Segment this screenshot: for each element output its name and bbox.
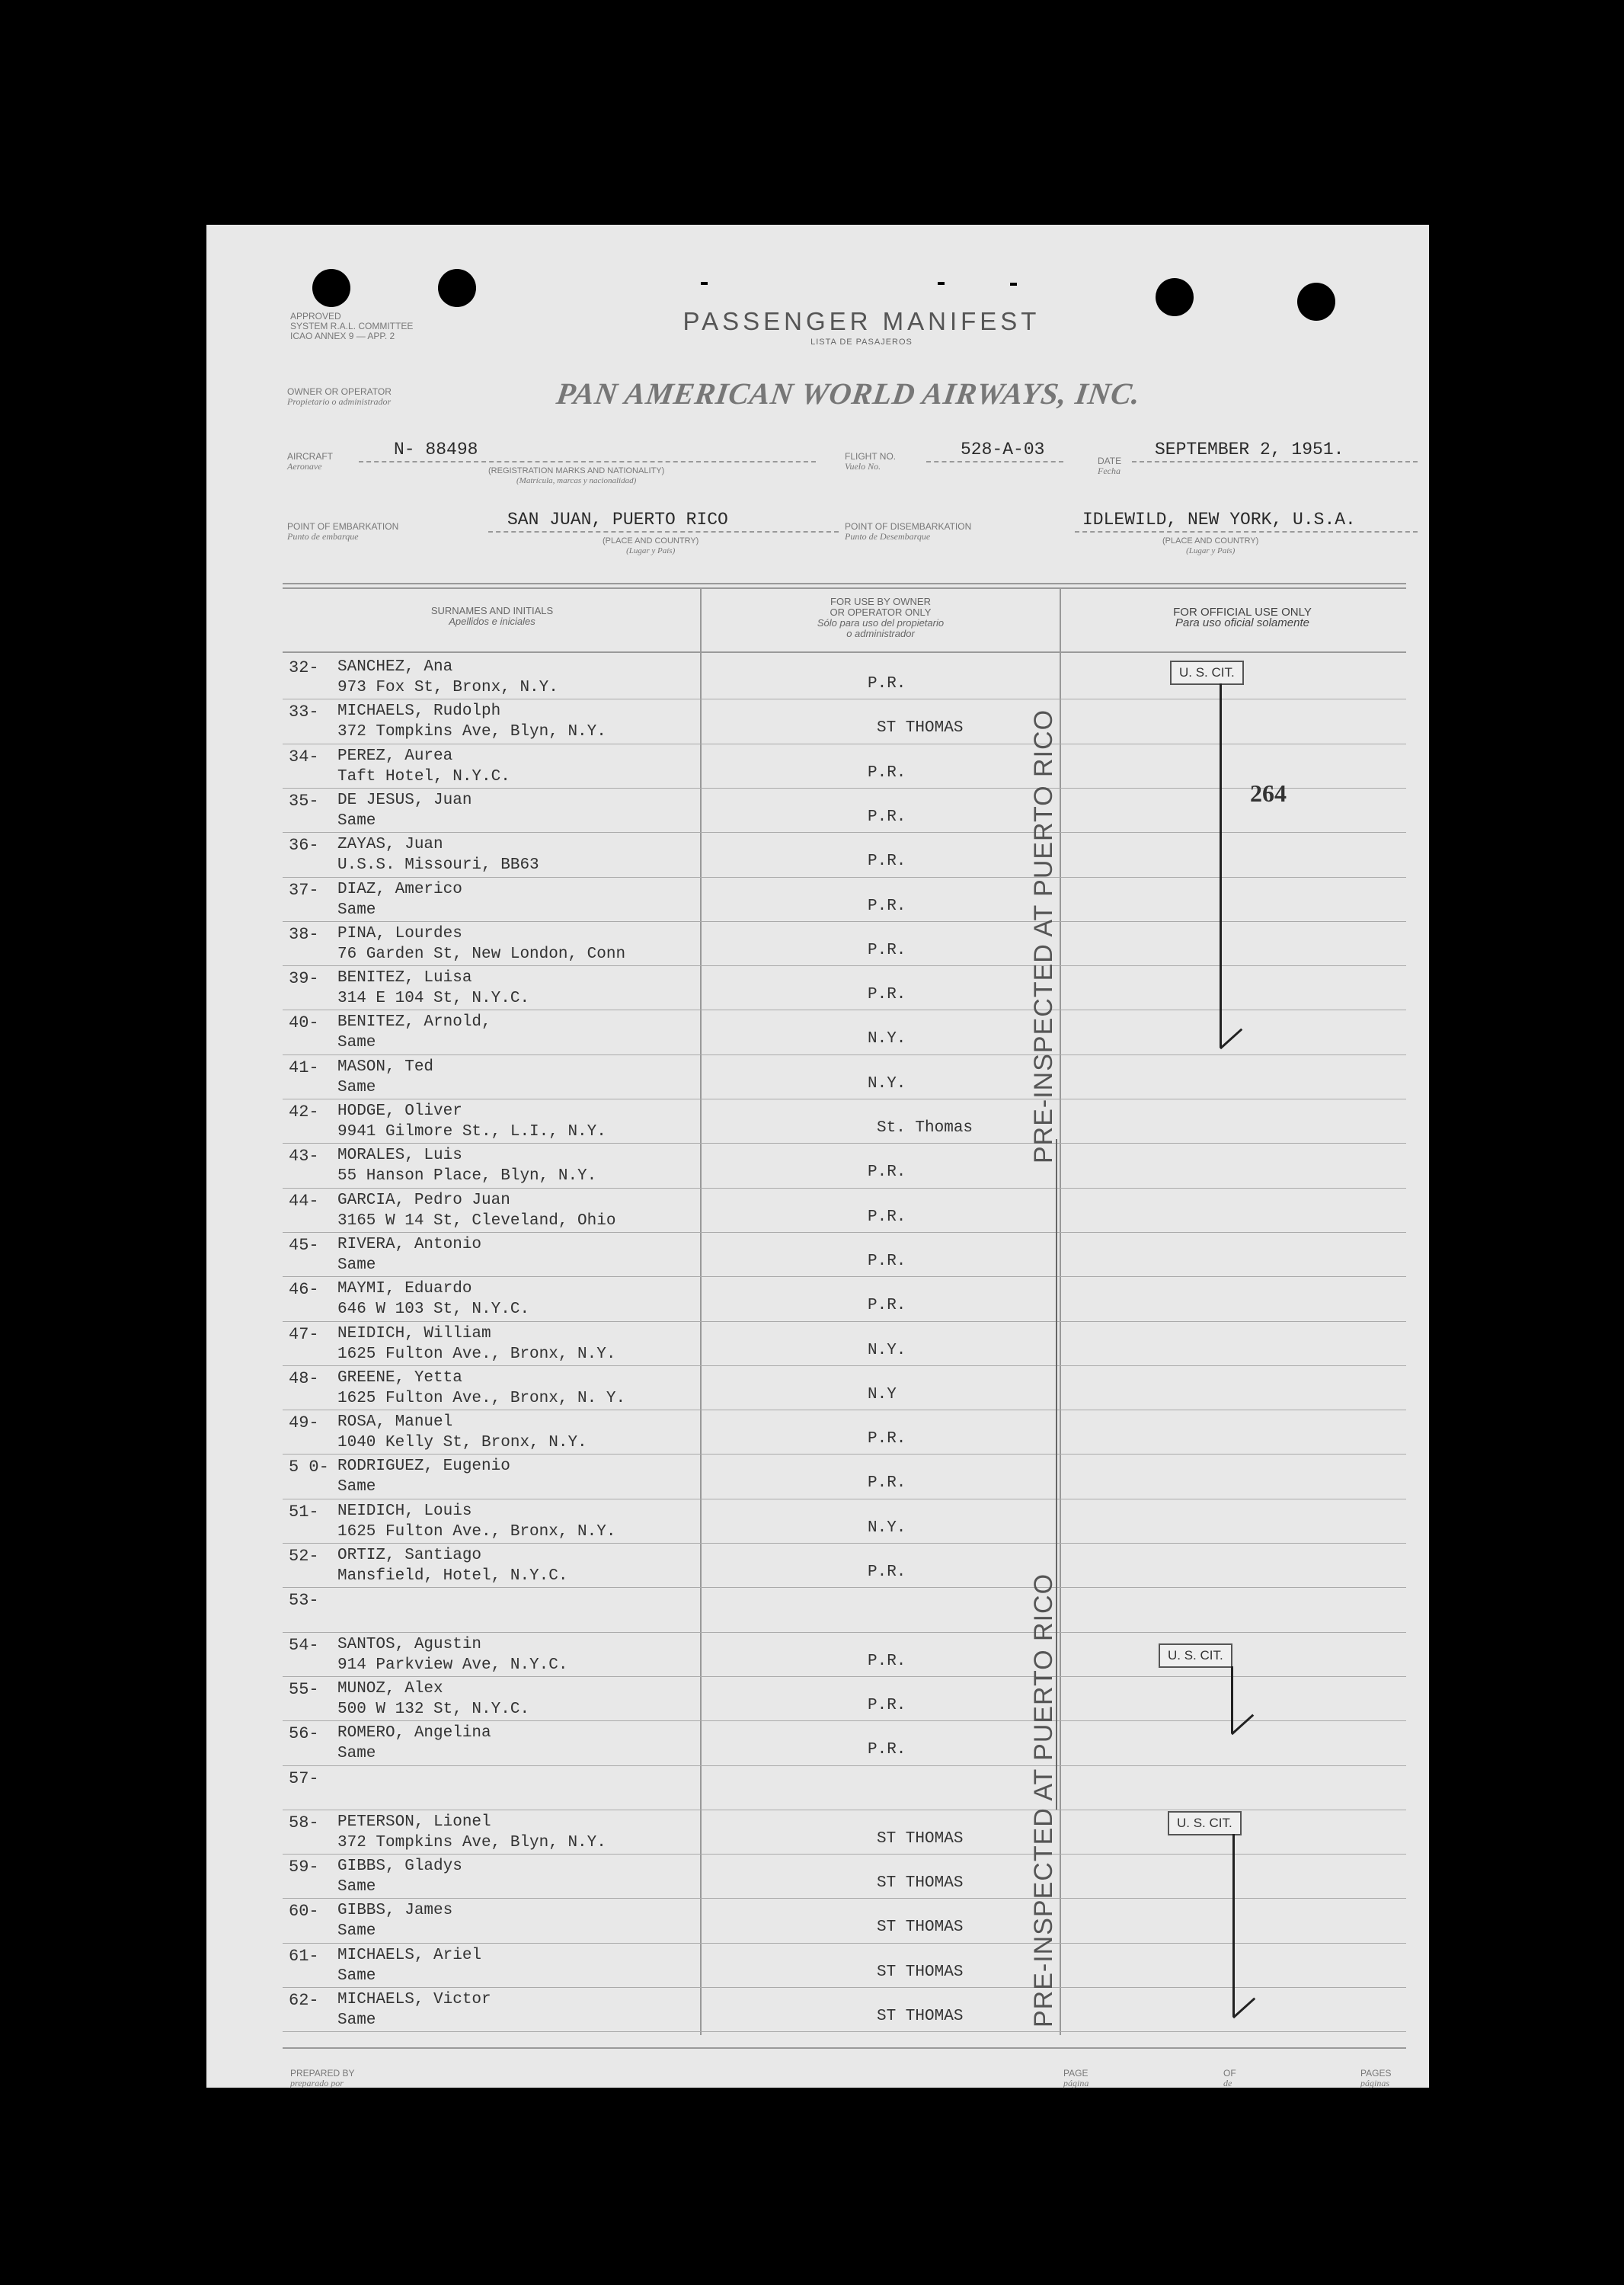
passenger-number: 34- bbox=[289, 747, 319, 766]
passenger-address: Same bbox=[337, 1745, 376, 1763]
passenger-address: U.S.S. Missouri, BB63 bbox=[337, 856, 539, 875]
passenger-name: PINA, Lourdes bbox=[337, 924, 462, 942]
disembark-value: IDLEWILD, NEW YORK, U.S.A. bbox=[1082, 510, 1356, 530]
date-label: DATE Fecha bbox=[1098, 456, 1122, 476]
passenger-name: ZAYAS, Juan bbox=[337, 836, 443, 854]
us-cit-bracket-1 bbox=[1220, 683, 1222, 1048]
row-divider bbox=[283, 832, 1406, 833]
flight-label: FLIGHT NO. Vuelo No. bbox=[845, 451, 897, 472]
operator-note: P.R. bbox=[868, 986, 906, 1004]
passenger-number: 42- bbox=[289, 1102, 319, 1122]
passenger-address: Same bbox=[337, 1967, 376, 1985]
row-divider bbox=[283, 1720, 1406, 1721]
passenger-address: 1625 Fulton Ave., Bronx, N.Y. bbox=[337, 1522, 616, 1541]
table-top-rule bbox=[283, 583, 1406, 584]
passenger-number: 62- bbox=[289, 1991, 319, 2010]
row-divider bbox=[283, 1676, 1406, 1677]
passenger-address: 914 Parkview Ave, N.Y.C. bbox=[337, 1656, 568, 1674]
pages-label: PAGES páginas bbox=[1360, 2068, 1392, 2088]
passenger-name: HODGE, Oliver bbox=[337, 1102, 462, 1120]
disembark-place-note: (PLACE AND COUNTRY) (Lugar y País) bbox=[1162, 536, 1259, 555]
passenger-number: 48- bbox=[289, 1368, 319, 1388]
row-divider bbox=[283, 1543, 1406, 1544]
passenger-name: SANTOS, Agustin bbox=[337, 1635, 482, 1653]
operator-note: P.R. bbox=[868, 941, 906, 959]
operator-note: ST THOMAS bbox=[877, 1963, 964, 1981]
owner-label: OWNER OR OPERATOR Propietario o administrador bbox=[287, 386, 392, 407]
row-divider bbox=[283, 2031, 1406, 2032]
row-divider bbox=[283, 1987, 1406, 1988]
passenger-name: GREENE, Yetta bbox=[337, 1368, 462, 1387]
passenger-number: 35- bbox=[289, 791, 319, 811]
us-cit-stamp: U. S. CIT. bbox=[1159, 1643, 1232, 1668]
aircraft-value: N- 88498 bbox=[394, 440, 478, 459]
passenger-address: Same bbox=[337, 2011, 376, 2029]
passenger-address: 3165 W 14 St, Cleveland, Ohio bbox=[337, 1211, 616, 1230]
passenger-name: BENITEZ, Luisa bbox=[337, 969, 472, 987]
punch-hole bbox=[312, 269, 350, 307]
row-divider bbox=[283, 1454, 1406, 1455]
operator-note: N.Y. bbox=[868, 1030, 906, 1048]
operator-note: P.R. bbox=[868, 1741, 906, 1759]
ink-speck bbox=[1010, 283, 1017, 286]
registration-note: (REGISTRATION MARKS AND NATIONALITY) (Matrícula, marcas y nacionalidad) bbox=[488, 466, 665, 485]
table-top-rule-2 bbox=[283, 587, 1406, 589]
passenger-address: Same bbox=[337, 1922, 376, 1941]
flight-underline bbox=[926, 461, 1063, 462]
passenger-number: 40- bbox=[289, 1013, 319, 1033]
passenger-name: DIAZ, Americo bbox=[337, 880, 462, 898]
operator-note: P.R. bbox=[868, 897, 906, 915]
passenger-number: 56- bbox=[289, 1724, 319, 1744]
row-divider bbox=[283, 1943, 1406, 1944]
passenger-number: 53- bbox=[289, 1591, 319, 1611]
passenger-number: 52- bbox=[289, 1547, 319, 1566]
passenger-address: 55 Hanson Place, Blyn, N.Y. bbox=[337, 1167, 597, 1186]
row-divider bbox=[283, 1587, 1406, 1588]
passenger-address: 76 Garden St, New London, Conn bbox=[337, 945, 626, 963]
passenger-name: GIBBS, Gladys bbox=[337, 1858, 462, 1876]
passenger-name: MICHAELS, Rudolph bbox=[337, 702, 501, 721]
passenger-address: Same bbox=[337, 811, 376, 830]
column-divider-2 bbox=[1060, 587, 1061, 2035]
passenger-number: 55- bbox=[289, 1679, 319, 1699]
passenger-number: 5 0- bbox=[289, 1458, 329, 1477]
passenger-number: 57- bbox=[289, 1768, 319, 1788]
passenger-name: GIBBS, James bbox=[337, 1902, 453, 1920]
passenger-address: 314 E 104 St, N.Y.C. bbox=[337, 990, 530, 1008]
passenger-name: MICHAELS, Ariel bbox=[337, 1946, 482, 1964]
embark-value: SAN JUAN, PUERTO RICO bbox=[507, 510, 728, 530]
passenger-address: Same bbox=[337, 1256, 376, 1274]
us-cit-bracket-2 bbox=[1231, 1666, 1233, 1733]
of-label: OF de bbox=[1223, 2068, 1236, 2088]
operator-note: ST THOMAS bbox=[877, 1919, 964, 1937]
passenger-name: MASON, Ted bbox=[337, 1058, 434, 1076]
operator-note: P.R. bbox=[868, 1297, 906, 1315]
date-underline bbox=[1132, 461, 1418, 462]
row-divider bbox=[283, 1321, 1406, 1322]
handwritten-number: 264 bbox=[1250, 779, 1287, 807]
page-subtitle: LISTA DE PASAJEROS bbox=[810, 338, 913, 347]
row-divider bbox=[283, 877, 1406, 878]
manifest-sheet bbox=[206, 225, 1429, 2088]
page-title: PASSENGER MANIFEST bbox=[683, 307, 1041, 335]
passenger-name: BENITEZ, Arnold, bbox=[337, 1013, 491, 1032]
operator-note: P.R. bbox=[868, 1252, 906, 1270]
passenger-address: 1625 Fulton Ave., Bronx, N. Y. bbox=[337, 1389, 626, 1407]
passenger-address: 372 Tompkins Ave, Blyn, N.Y. bbox=[337, 1833, 606, 1851]
row-divider bbox=[283, 1054, 1406, 1055]
passenger-address: Same bbox=[337, 1478, 376, 1496]
passenger-number: 46- bbox=[289, 1280, 319, 1300]
operator-note: P.R. bbox=[868, 1430, 906, 1448]
passenger-address: Mansfield, Hotel, N.Y.C. bbox=[337, 1567, 568, 1585]
operator-note: ST THOMAS bbox=[877, 2008, 964, 2025]
row-divider bbox=[283, 788, 1406, 789]
row-divider bbox=[283, 1632, 1406, 1633]
operator-note: P.R. bbox=[868, 1163, 906, 1182]
passenger-address: 372 Tompkins Ave, Blyn, N.Y. bbox=[337, 723, 606, 741]
passenger-number: 60- bbox=[289, 1902, 319, 1922]
row-divider bbox=[283, 1143, 1406, 1144]
passenger-name: GARCIA, Pedro Juan bbox=[337, 1191, 510, 1209]
row-divider bbox=[283, 921, 1406, 922]
punch-hole bbox=[1156, 278, 1194, 316]
passenger-address: Same bbox=[337, 901, 376, 919]
row-divider bbox=[283, 1765, 1406, 1766]
passenger-name: PEREZ, Aurea bbox=[337, 747, 453, 765]
operator-note: P.R. bbox=[868, 1652, 906, 1670]
header-bottom-rule bbox=[283, 651, 1406, 653]
passenger-number: 45- bbox=[289, 1235, 319, 1255]
ink-speck bbox=[701, 282, 708, 285]
checkmark-1 bbox=[1220, 1029, 1242, 1050]
page-label: PAGE página bbox=[1063, 2068, 1089, 2088]
passenger-number: 61- bbox=[289, 1946, 319, 1966]
embark-label: POINT OF EMBARKATION Punto de embarque bbox=[287, 521, 399, 542]
passenger-number: 59- bbox=[289, 1858, 319, 1877]
surname-column-header: SURNAMES AND INITIALS Apellidos e iniciales bbox=[430, 605, 554, 627]
flight-number: 528-A-03 bbox=[961, 440, 1045, 459]
column-divider-1 bbox=[700, 587, 702, 2035]
row-divider bbox=[283, 1232, 1406, 1233]
passenger-address: 646 W 103 St, N.Y.C. bbox=[337, 1301, 530, 1319]
operator-note: P.R. bbox=[868, 853, 906, 871]
operator-note: ST THOMAS bbox=[877, 1829, 964, 1848]
row-divider bbox=[283, 1188, 1406, 1189]
row-divider bbox=[283, 1898, 1406, 1899]
operator-note: N.Y bbox=[868, 1385, 897, 1403]
operator-note: ST THOMAS bbox=[877, 1874, 964, 1893]
aircraft-label: AIRCRAFT Aeronave bbox=[287, 451, 333, 472]
operator-note: P.R. bbox=[868, 808, 906, 826]
row-divider bbox=[283, 1276, 1406, 1277]
aircraft-underline bbox=[359, 461, 816, 462]
official-column-header: FOR OFFICIAL USE ONLY Para uso oficial solamente bbox=[1173, 606, 1312, 629]
passenger-address: Same bbox=[337, 1878, 376, 1896]
operator-note: N.Y. bbox=[868, 1341, 906, 1359]
passenger-number: 32- bbox=[289, 658, 319, 677]
passenger-address: Taft Hotel, N.Y.C. bbox=[337, 767, 510, 786]
passenger-address: 9941 Gilmore St., L.I., N.Y. bbox=[337, 1123, 606, 1141]
preinspected-stamp-lower: PRE-INSPECTED AT PUERTO RICO bbox=[1029, 1573, 1058, 2027]
passenger-name: ROMERO, Angelina bbox=[337, 1724, 491, 1743]
airline-name: PAN AMERICAN WORLD AIRWAYS, INC. bbox=[554, 376, 1143, 411]
passenger-number: 38- bbox=[289, 924, 319, 944]
passenger-name: MORALES, Luis bbox=[337, 1147, 462, 1165]
operator-note: ST THOMAS bbox=[877, 719, 964, 738]
prepared-label: PREPARED BY preparado por bbox=[290, 2068, 355, 2088]
operator-note: P.R. bbox=[868, 1696, 906, 1714]
passenger-name: MICHAELS, Victor bbox=[337, 1991, 491, 2008]
stamp-bracket-line bbox=[1056, 1139, 1057, 1810]
operator-note: P.R. bbox=[868, 763, 906, 782]
passenger-name: DE JESUS, Juan bbox=[337, 791, 472, 809]
approval-note: APPROVED SYSTEM R.A.L. COMMITTEE ICAO ANNEX 9 — APP. 2 bbox=[290, 311, 414, 341]
us-cit-stamp: U. S. CIT. bbox=[1168, 1811, 1242, 1835]
date-value: SEPTEMBER 2, 1951. bbox=[1155, 440, 1344, 459]
preinspected-stamp-upper: PRE-INSPECTED AT PUERTO RICO bbox=[1029, 709, 1058, 1163]
passenger-number: 51- bbox=[289, 1502, 319, 1522]
passenger-name: NEIDICH, William bbox=[337, 1324, 491, 1343]
passenger-number: 36- bbox=[289, 836, 319, 856]
passenger-address: 500 W 132 St, N.Y.C. bbox=[337, 1700, 530, 1718]
us-cit-bracket-3 bbox=[1232, 1834, 1235, 2017]
punch-hole bbox=[438, 269, 476, 307]
passenger-name: PETERSON, Lionel bbox=[337, 1813, 491, 1831]
operator-note: P.R. bbox=[868, 675, 906, 693]
operator-note: P.R. bbox=[868, 1474, 906, 1493]
passenger-name: MUNOZ, Alex bbox=[337, 1679, 443, 1698]
us-cit-stamp: U. S. CIT. bbox=[1170, 661, 1244, 685]
embark-place-note: (PLACE AND COUNTRY) (Lugar y País) bbox=[603, 536, 699, 555]
passenger-number: 33- bbox=[289, 702, 319, 722]
ink-speck bbox=[938, 282, 945, 285]
passenger-address: 973 Fox St, Bronx, N.Y. bbox=[337, 679, 558, 696]
embark-underline bbox=[488, 531, 839, 533]
passenger-number: 44- bbox=[289, 1191, 319, 1211]
row-divider bbox=[283, 1365, 1406, 1366]
passenger-name: ROSA, Manuel bbox=[337, 1413, 453, 1432]
passenger-address: Same bbox=[337, 1034, 376, 1052]
passenger-number: 58- bbox=[289, 1813, 319, 1832]
passenger-name: SANCHEZ, Ana bbox=[337, 658, 453, 676]
passenger-number: 54- bbox=[289, 1635, 319, 1655]
operator-note: P.R. bbox=[868, 1563, 906, 1581]
passenger-number: 39- bbox=[289, 969, 319, 989]
checkmark-2 bbox=[1231, 1714, 1254, 1736]
passenger-address: 1625 Fulton Ave., Bronx, N.Y. bbox=[337, 1345, 616, 1363]
passenger-name: RODRIGUEZ, Eugenio bbox=[337, 1458, 510, 1476]
disembark-label: POINT OF DISEMBARKATION Punto de Desembarque bbox=[845, 521, 972, 542]
operator-column-header: FOR USE BY OWNER OR OPERATOR ONLY Sólo para uso del propietario o administrador bbox=[817, 596, 945, 639]
row-divider bbox=[283, 1854, 1406, 1855]
passenger-number: 37- bbox=[289, 880, 319, 900]
operator-note: N.Y. bbox=[868, 1074, 906, 1093]
passenger-number: 41- bbox=[289, 1058, 319, 1077]
passenger-name: NEIDICH, Louis bbox=[337, 1502, 472, 1520]
passenger-number: 49- bbox=[289, 1413, 319, 1433]
operator-note: P.R. bbox=[868, 1208, 906, 1226]
footer-rule bbox=[283, 2047, 1406, 2049]
operator-note: N.Y. bbox=[868, 1519, 906, 1537]
passenger-name: RIVERA, Antonio bbox=[337, 1235, 482, 1253]
punch-hole bbox=[1297, 283, 1335, 321]
passenger-address: Same bbox=[337, 1078, 376, 1096]
row-divider bbox=[283, 965, 1406, 966]
passenger-number: 43- bbox=[289, 1147, 319, 1167]
passenger-name: MAYMI, Eduardo bbox=[337, 1280, 472, 1298]
passenger-address: 1040 Kelly St, Bronx, N.Y. bbox=[337, 1434, 587, 1452]
operator-note: St. Thomas bbox=[877, 1119, 973, 1137]
passenger-number: 47- bbox=[289, 1324, 319, 1344]
passenger-name: ORTIZ, Santiago bbox=[337, 1547, 482, 1564]
checkmark-3 bbox=[1232, 1998, 1255, 2019]
disembark-underline bbox=[1075, 531, 1418, 533]
